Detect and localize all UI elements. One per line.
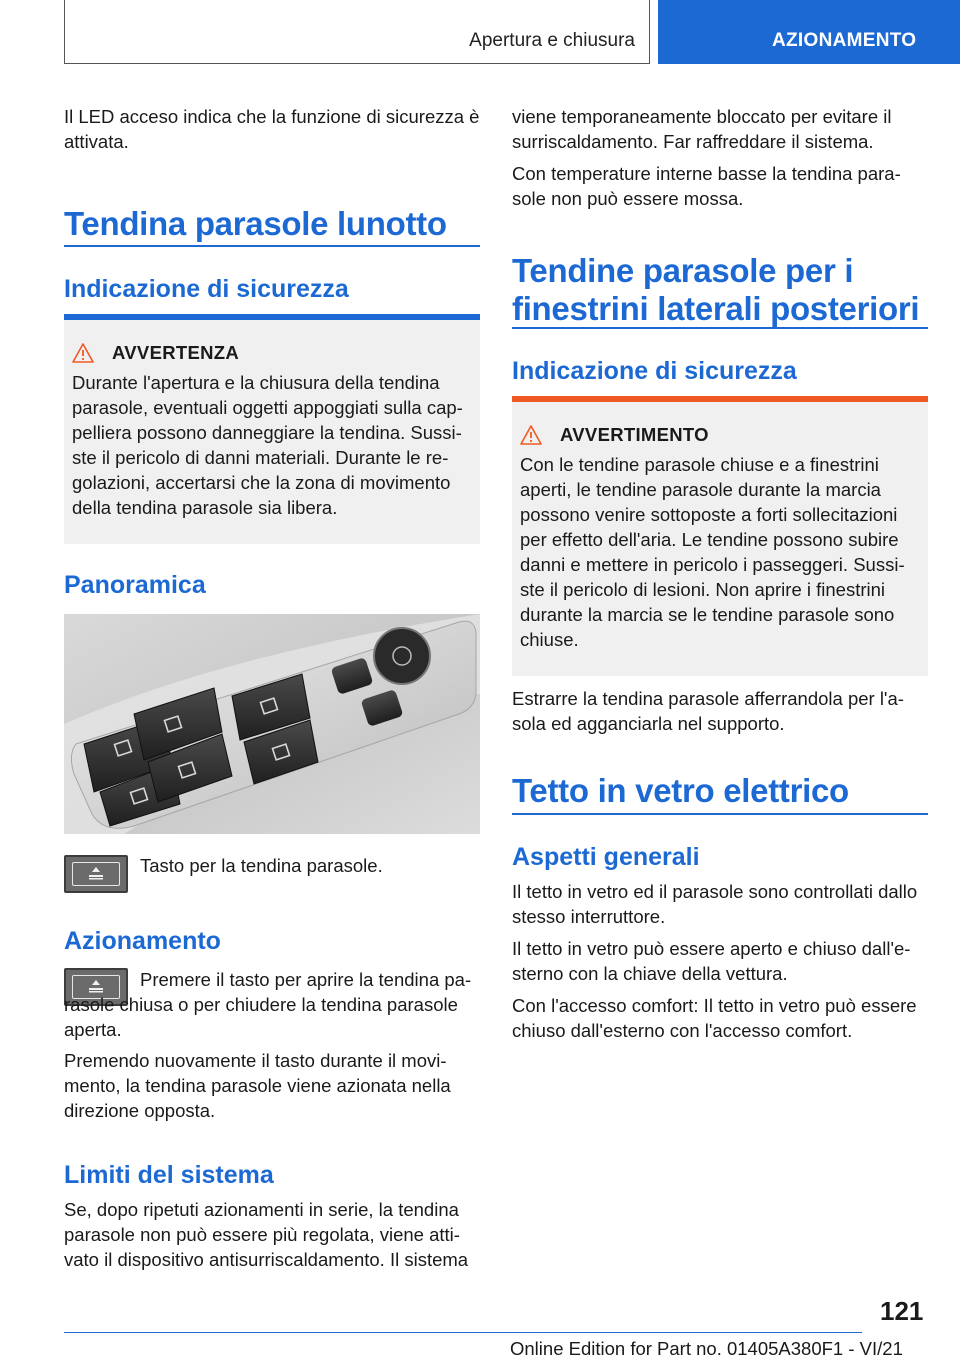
warning-triangle-icon	[520, 425, 542, 445]
header-chapter-tab	[658, 0, 960, 64]
operation-heading: Azionamento	[64, 927, 221, 955]
warning-label: AVVERTIMENTO	[560, 424, 709, 445]
title-rule	[64, 245, 480, 247]
header-section-title: Apertura e chiusura	[469, 30, 635, 51]
general-text-3: Con l'accesso comfort: Il tetto in vetro può essere chiuso dall'esterno con l'accesso comfort.	[512, 995, 917, 1041]
limits-text: Se, dopo ripetuti azionamenti in serie, la tendina parasole non può essere più regolata, viene attivato il dispositivo antisurriscaldamento. Il sistema	[64, 1199, 469, 1270]
extract-text: Estrarre la tendina parasole afferrandola per l'asola ed agganciarla nel supporto.	[512, 688, 904, 734]
arrow-up-down-icon	[86, 866, 106, 882]
low-temp-text: Con temperature interne basse la tendina parasole non può essere mossa.	[512, 163, 901, 209]
section-title-glass-roof: Tetto in vetro elettrico	[512, 772, 849, 809]
warning-header	[64, 320, 480, 364]
safety-heading-left: Indicazione di sicurezza	[64, 275, 349, 303]
footer-rule	[64, 1332, 862, 1333]
warning-text: Con le tendine parasole chiuse e a finestrini aperti, le tendine parasole durante la marcia possono venire sottoposte a forti sollecitazioni per effetto dell'aria. Le tendine possono subire danni e mettere in pericolo i passeggeri. Sussiste il pericolo di lesioni. Non aprire i finestrini durante la marcia se le tendine parasole sono chiuse.	[520, 454, 905, 650]
title-rule	[512, 327, 928, 329]
page-number: 121	[880, 1296, 924, 1326]
door-switch-panel-image	[64, 614, 480, 834]
sunshade-button-icon	[64, 855, 128, 893]
continuation-text: viene temporaneamente bloccato per evitare il surriscaldamento. Far raffreddare il sistema.	[512, 106, 892, 152]
header-section-box	[64, 0, 650, 64]
warning-box-right	[512, 396, 928, 676]
edition-footer: Online Edition for Part no. 01405A380F1 - VI/21	[510, 1338, 903, 1359]
warning-text: Durante l'apertura e la chiusura della tendina parasole, eventuali oggetti appoggiati sulla cappelliera possono danneggiare la tendina. Sussiste il pericolo di danni materiali. Durante le regolazioni, accertarsi che la zona di movimento della tendina parasole sia libera.	[72, 372, 463, 518]
general-text-1: Il tetto in vetro ed il parasole sono controllati dallo stesso interruttore.	[512, 881, 918, 927]
warning-box-left	[64, 314, 480, 544]
general-text-2: Il tetto in vetro può essere aperto e chiuso dall'esterno con la chiave della vettura.	[512, 938, 911, 984]
safety-heading-right: Indicazione di sicurezza	[512, 357, 797, 385]
operation-text: Premere il tasto per aprire la tendina parasole chiusa o per chiudere la tendina parasole aperta.	[64, 969, 472, 1040]
general-heading: Aspetti generali	[512, 843, 700, 871]
intro-text: Il LED acceso indica che la funzione di sicurezza è attivata.	[64, 106, 480, 152]
section-title-side-sunshades: Tendine parasole per i finestrini laterali posteriori	[512, 252, 920, 327]
warning-header	[512, 402, 928, 446]
operation-text-2: Premendo nuovamente il tasto durante il movimento, la tendina parasole viene azionata nella direzione opposta.	[64, 1050, 451, 1121]
button-caption: Tasto per la tendina parasole.	[140, 855, 383, 876]
title-rule	[512, 813, 928, 815]
limits-heading: Limiti del sistema	[64, 1161, 274, 1189]
section-title-rear-sunshade: Tendina parasole lunotto	[64, 205, 447, 242]
warning-label: AVVERTENZA	[112, 342, 240, 363]
door-switch-panel-illustration	[64, 614, 480, 834]
overview-heading: Panoramica	[64, 571, 206, 599]
warning-triangle-icon	[72, 343, 94, 363]
header-chapter-label: AZIONAMENTO	[772, 30, 917, 51]
